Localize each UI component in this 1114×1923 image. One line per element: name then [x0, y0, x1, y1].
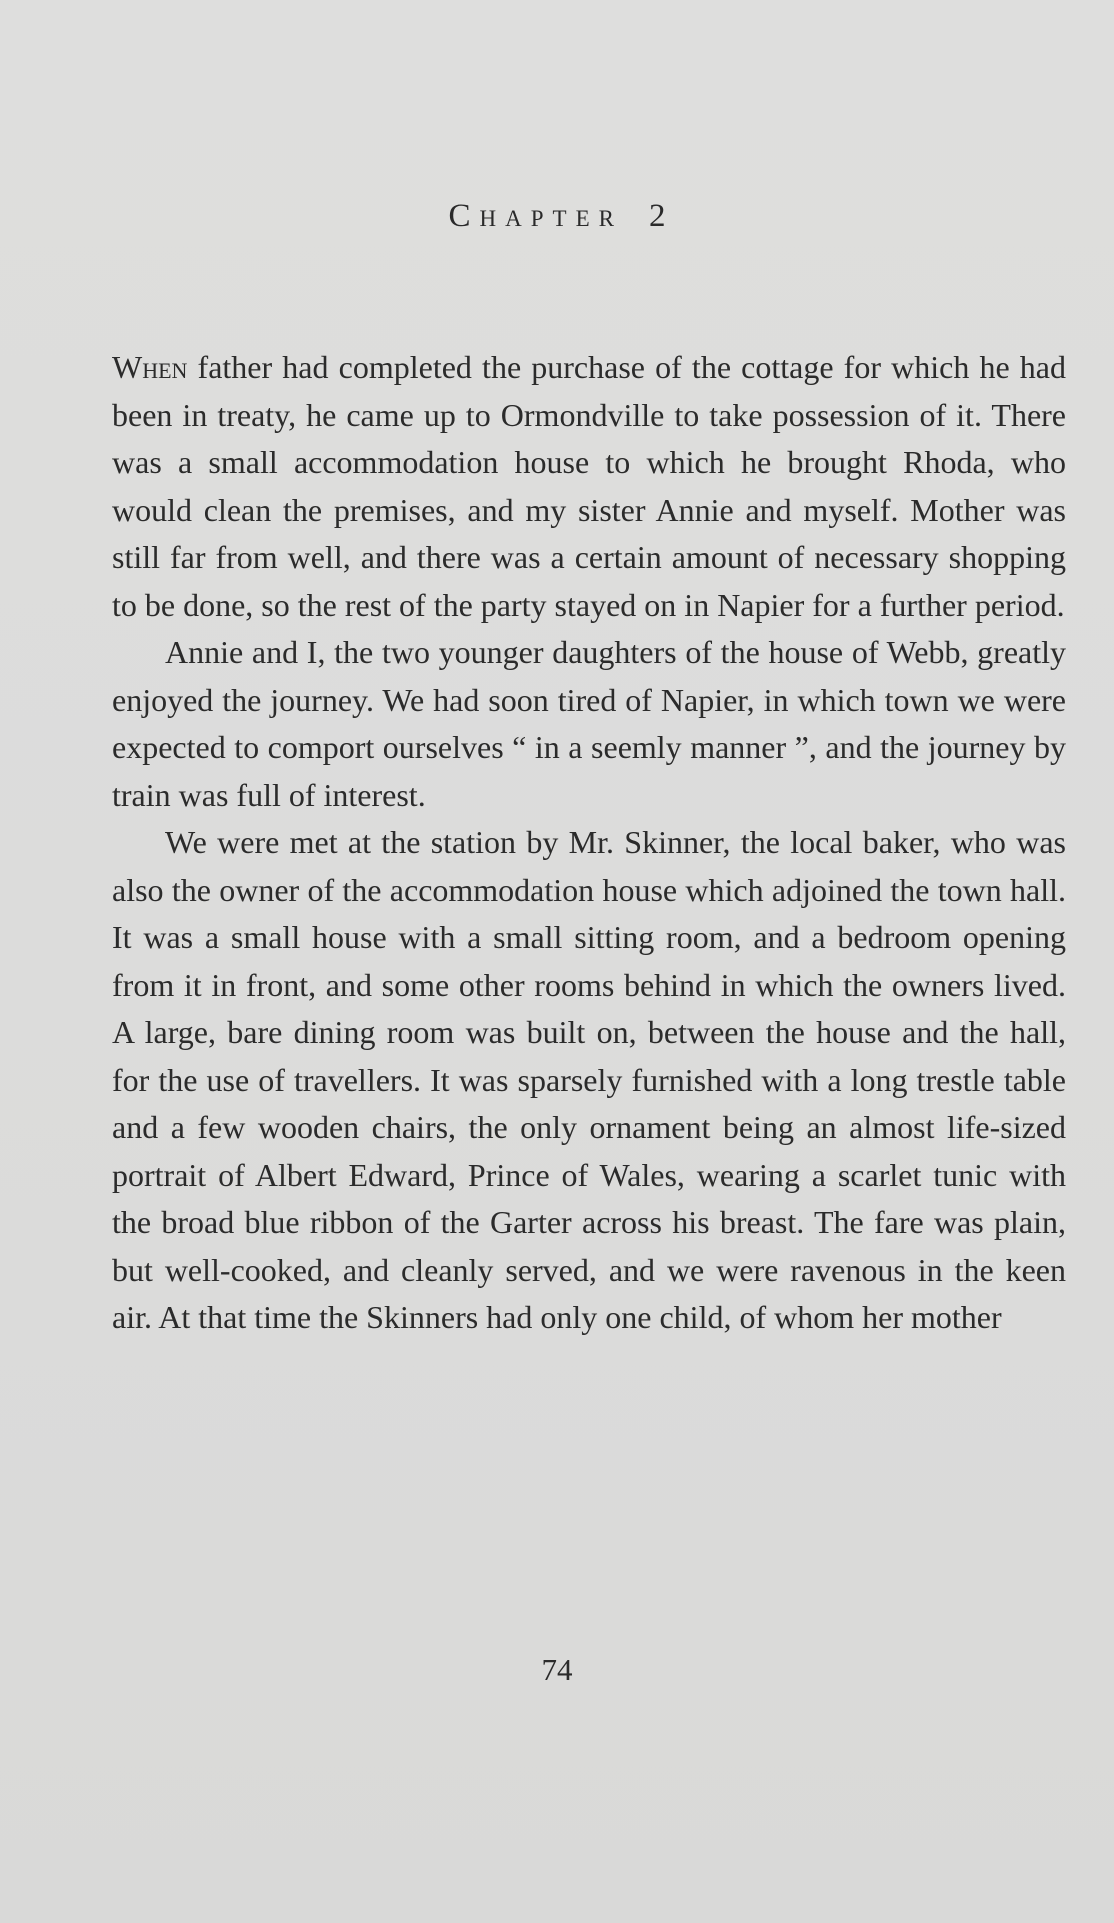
- lead-word: When: [112, 349, 188, 385]
- paragraph-1: [112, 344, 1066, 629]
- paragraph-1-text: father had completed the purchase of the cottage for which he had been in treaty, he came up to Ormondville to take possession of it. There was a small accommodation house to which he brought Rhoda, who would clean the premises, and my sister Annie and myself. Mother was still far from well, and there was a certain amount of necessary shopping to be done, so the rest of the party stayed on in Napier for a further period.: [112, 349, 1066, 623]
- page-number: 74: [541, 1652, 573, 1687]
- chapter-body: [112, 344, 1066, 1342]
- paragraph-2: Annie and I, the two younger daughters of the house of Webb, greatly enjoyed the journey. We had soon tired of Napier, in which town we were expected to comport ourselves “ in a seemly manner ”, and the journey by train was full of interest.: [112, 634, 1066, 813]
- paragraph-3: We were met at the station by Mr. Skinner, the local baker, who was also the owner of the accommodation house which adjoined the town hall. It was a small house with a small sitting room, and a bedroom opening from it in front, and some other rooms behind in which the owners lived. A large, bare dining room was built on, between the house and the hall, for the use of travellers. It was sparsely furnished with a long trestle table and a few wooden chairs, the only ornament being an almost life-sized portrait of Albert Edward, Prince of Wales, wearing a scarlet tunic with the broad blue ribbon of the Garter across his breast. The fare was plain, but well-cooked, and cleanly served, and we were ravenous in the keen air. At that time the Skinners had only one child, of whom her mother: [112, 824, 1066, 1335]
- chapter-number: 2: [648, 198, 666, 234]
- chapter-heading: [0, 198, 1114, 235]
- chapter-label: Chapter: [448, 198, 623, 234]
